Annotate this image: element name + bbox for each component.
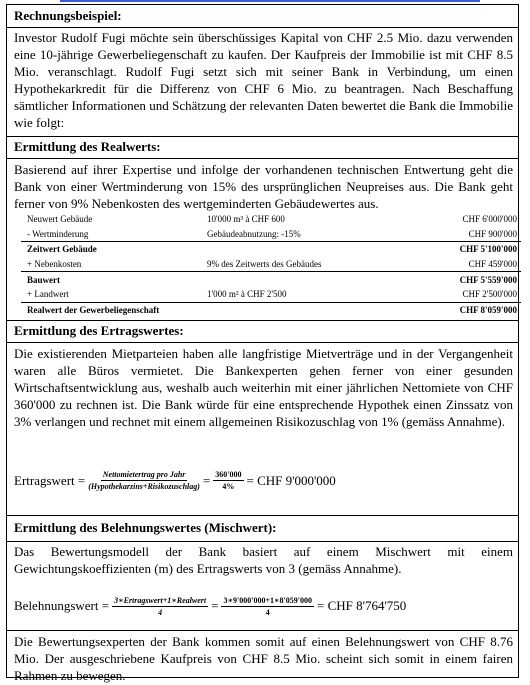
divider xyxy=(7,158,518,159)
row-detail xyxy=(207,272,417,287)
table-row xyxy=(21,287,521,302)
row-detail xyxy=(207,302,417,317)
row-value: CHF 459'000 xyxy=(417,257,521,272)
fraction xyxy=(221,595,314,617)
row-label: Bauwert xyxy=(27,274,60,285)
row-label: - Wertminderung xyxy=(21,227,207,242)
divider xyxy=(7,630,518,631)
ertragswert-paragraph: Die existierenden Mietparteien haben alle langfristige Mietverträge und in der Vergangenheit waren alle Büros vermietet. Die Bankexperten gehen ferner von einer gesunden Wirtschaftsentwicklung aus, weshalb auch weiterhin mit einer jährlichen Nettomiete von CHF 360'000 zu rechnen ist. Die Bank würde für eine entsprechende Hypothek einen Zinssatz von 3% verlangen und rechnet mit einem allgemeinen Risikozuschlag von 1% (gemäss Annahme). xyxy=(14,346,513,429)
divider xyxy=(7,342,518,343)
row-label: Neuwert Gebäude xyxy=(27,214,93,225)
row-value: CHF 8'059'000 xyxy=(459,304,517,315)
divider xyxy=(7,136,518,137)
realwert-paragraph: Basierend auf ihrer Expertise und infolge der vorhandenen technischen Entwertung geht die Bank von einer Wertminderung von 15% des ursprünglichen Neupreises aus. Die Bank geht ferner von 9% Nebenkosten des wertgeminderten Gebäudewertes aus. xyxy=(14,162,513,211)
fraction-denominator: (Hypothekarzins+Risikozuschlag) xyxy=(88,482,200,491)
divider xyxy=(7,27,518,28)
document-box xyxy=(6,4,519,683)
row-detail xyxy=(207,242,417,257)
fraction-numerator: Nettomietertrag pro Jahr xyxy=(102,470,186,479)
belehnungswert-formula xyxy=(14,595,406,617)
heading-ertragswert: Ermittlung des Ertragswertes: xyxy=(14,323,184,338)
row-value: CHF 900'000 xyxy=(417,227,521,242)
table-row xyxy=(21,212,521,227)
row-label: + Landwert xyxy=(21,287,207,302)
row-detail: 9% des Zeitwerts des Gebäudes xyxy=(207,257,417,272)
fraction-denominator: 4% xyxy=(222,482,235,491)
fraction-numerator: 3∗Ertragswert+1∗Realwert xyxy=(114,596,207,605)
fraction-denominator: 4 xyxy=(158,608,163,617)
table-row xyxy=(21,227,521,242)
row-detail: Gebäudeabnutzung: -15% xyxy=(207,227,417,242)
heading-realwert: Ermittlung des Realwerts: xyxy=(14,139,161,154)
equals-sign: = xyxy=(202,472,211,488)
table-row xyxy=(21,272,521,287)
top-accent-line xyxy=(60,0,480,2)
row-detail: 10'000 m³ à CHF 600 xyxy=(207,214,285,225)
fraction xyxy=(213,470,243,491)
formula-label: Ertragswert = xyxy=(14,472,86,488)
ertragswert-formula xyxy=(14,470,336,491)
fraction xyxy=(88,470,200,491)
fraction-denominator: 4 xyxy=(265,608,270,617)
realwert-table xyxy=(21,212,521,317)
formula-result: = CHF 9'000'000 xyxy=(246,472,336,488)
divider xyxy=(7,320,518,321)
divider xyxy=(7,515,518,516)
row-label: + Nebenkosten xyxy=(21,257,207,272)
table-row xyxy=(21,302,521,317)
fraction xyxy=(112,595,208,617)
formula-result: = CHF 8'764'750 xyxy=(317,598,407,613)
row-label: Realwert der Gewerbeliegenschaft xyxy=(27,304,160,315)
equals-sign: = xyxy=(211,598,219,613)
row-value: CHF 6'000'000 xyxy=(462,214,517,225)
heading-belehnungswert: Ermittlung des Belehnungswertes (Mischwert): xyxy=(14,520,277,535)
conclusion-paragraph: Die Bewertungsexperten der Bank kommen somit auf einen Belehnungswert von CHF 8.76 Mio. Der ausgeschriebene Kaufpreis von CHF 8.5 Mio. scheint sich somit in einem fairen Rahmen zu bewegen. xyxy=(14,634,513,683)
table-row xyxy=(21,242,521,257)
table-row xyxy=(21,257,521,272)
row-label: Zeitwert Gebäude xyxy=(27,244,97,255)
row-value: CHF 2'500'000 xyxy=(417,287,521,302)
divider xyxy=(7,541,518,542)
fraction-numerator: 360'000 xyxy=(215,470,242,479)
intro-paragraph: Investor Rudolf Fugi möchte sein überschüssiges Kapital von CHF 2.5 Mio. dazu verwenden eine 10-jährige Gewerbeliegenschaft zu kaufen. Der Kaufpreis der Immobilie ist mit CHF 8.5 Mio. veranschlagt. Rudolf Fugi setzt sich mit seiner Bank in Verbindung, um einen Hypothekarkredit für die Differenz von CHF 6 Mio. zu beantragen. Nach Beschaffung sämtlicher Informationen und Schätzung der relevanten Daten bewertet die Bank die Immobilie wie folgt: xyxy=(14,30,513,130)
row-detail: 1'000 m² à CHF 2'500 xyxy=(207,287,417,302)
belehnungswert-paragraph: Das Bewertungsmodell der Bank basiert auf einem Mischwert mit einem Gewichtungskoeffizienten (m) des Ertragswerts von 3 (gemäss Annahme). xyxy=(14,544,513,576)
heading-rechnungsbeispiel: Rechnungsbeispiel: xyxy=(14,8,122,23)
row-value: CHF 5'100'000 xyxy=(459,244,517,255)
fraction-numerator: 3∗9'000'000+1∗8'059'000 xyxy=(223,596,312,605)
formula-label: Belehnungswert = xyxy=(14,598,110,613)
row-value: CHF 5'559'000 xyxy=(459,274,517,285)
